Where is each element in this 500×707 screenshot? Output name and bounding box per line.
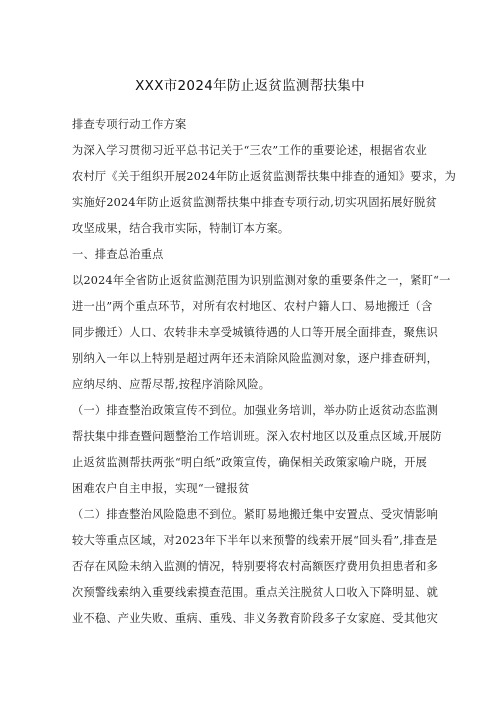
body-line: 攻坚成果，结合我市实际，特制订本方案。: [72, 222, 290, 235]
body-line: 以2024年全省防止返贫监测范围为识别监测对象的重要条件之一，紧盯“一: [72, 274, 451, 287]
document-subtitle: 排查专项行动工作方案: [72, 118, 187, 131]
body-line: 帮扶集中排查暨问题整治工作培训班。深入农村地区以及重点区域,开展防: [72, 430, 442, 443]
body-line: 业不稳、产业失败、重病、重残、非义务教育阶段多子女家庭、受其他灾: [72, 612, 439, 625]
document-title: XXX市2024年防止返贫监测帮扶集中: [135, 78, 365, 94]
body-line: 止返贫监测帮扶两张“明白纸”政策宣传，确保相关政策家喻户晓，开展: [72, 456, 428, 469]
body-line: 为深入学习贯彻习近平总书记关于“三农”工作的重要论述，根据省农业: [72, 144, 428, 157]
body-line: 应纳尽纳、应帮尽帮,按程序消除风险。: [72, 378, 271, 391]
body-line: 否存在风险未纳入监测的情况，特别要将农村高额医疗费用负担患者和多: [72, 560, 439, 573]
section-heading: 一、排查总治重点: [72, 248, 164, 261]
body-line: 困难农户自主申报，实现“一键报贫: [72, 482, 250, 495]
body-line: 别纳入一年以上特别是超过两年还未消除风险监测对象，逐户排查研判，: [72, 352, 439, 365]
body-line: 次预警线索纳入重要线索摸查范围。重点关注脱贫人口收入下降明显、就: [72, 586, 439, 599]
body-line: （一）排查整治政策宣传不到位。加强业务培训，举办防止返贫动态监测: [72, 404, 439, 417]
body-line: 同步搬迁）人口、农转非未享受城镇待遇的人口等开展全面排查，聚焦识: [72, 326, 439, 339]
body-line: （二）排查整治风险隐患不到位。紧盯易地搬迁集中安置点、受灾情影响: [72, 508, 439, 521]
body-line: 进一出”两个重点环节，对所有农村地区、农村户籍人口、易地搬迁（含: [72, 300, 433, 313]
body-line: 农村厅《关于组织开展2024年防止返贫监测帮扶集中排查的通知》要求，为: [72, 170, 457, 183]
body-line: 实施好2024年防止返贫监测帮扶集中排查专项行动,切实巩固拓展好脱贫: [72, 196, 437, 209]
body-line: 较大等重点区域，对2023年下半年以来预警的线索开展“回头看”,排查是: [72, 534, 438, 547]
